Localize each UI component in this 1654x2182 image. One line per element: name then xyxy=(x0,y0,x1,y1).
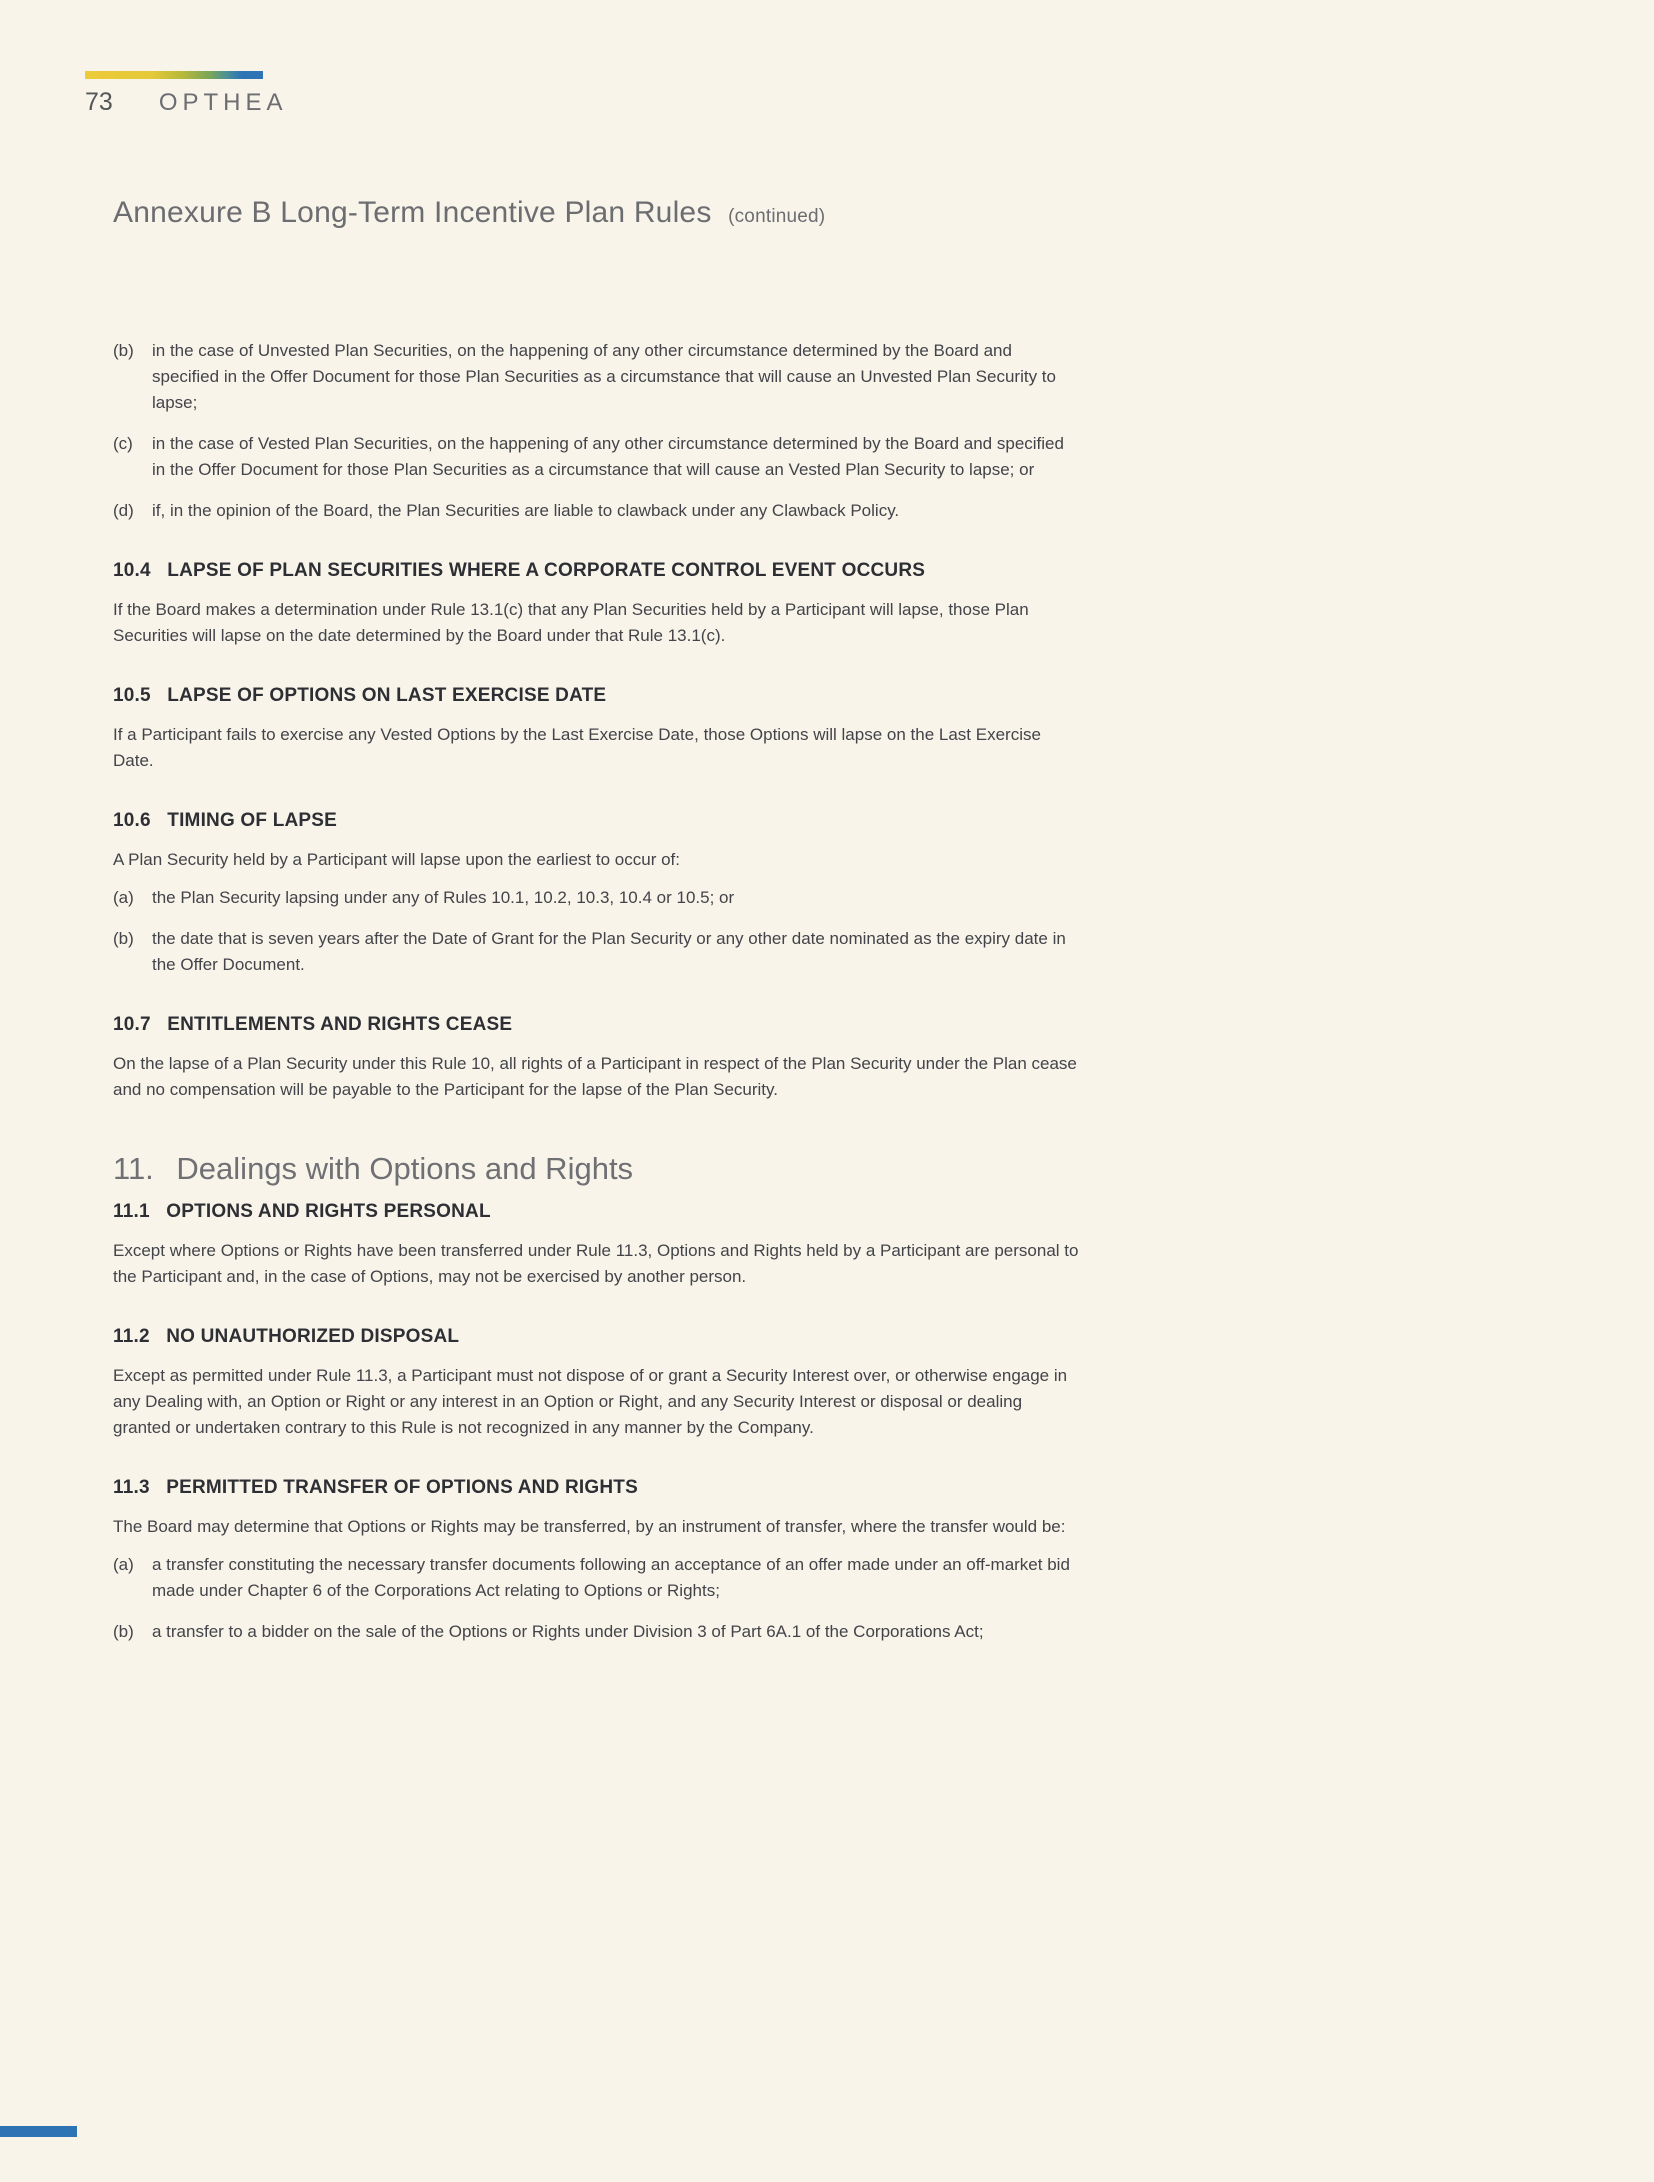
section-number: 11.1 xyxy=(113,1201,150,1222)
section-title: PERMITTED TRANSFER OF OPTIONS AND RIGHTS xyxy=(166,1477,638,1498)
section-heading-10-4 xyxy=(113,560,1081,582)
section-heading-11-1 xyxy=(113,1201,1081,1223)
list-item-marker: (c) xyxy=(113,434,133,453)
section-title: OPTIONS AND RIGHTS PERSONAL xyxy=(166,1201,491,1222)
section-heading-10-5 xyxy=(113,685,1081,707)
list-item-marker: (d) xyxy=(113,501,134,520)
section-title: Dealings with Options and Rights xyxy=(176,1151,634,1186)
footer-accent-bar xyxy=(0,2126,77,2137)
document-title xyxy=(113,196,1081,230)
list-item-10-6-b xyxy=(113,926,1081,978)
section-body-10-4: If the Board makes a determination under Rule 13.1(c) that any Plan Securities held by a Participant will lapse, those Plan Securities will lapse on the date determined by the Board under that Rule 13.1(c). xyxy=(113,600,1029,645)
list-item-marker: (b) xyxy=(113,929,134,948)
brand-gradient-bar xyxy=(85,71,263,79)
list-item-marker: (a) xyxy=(113,1555,134,1574)
section-body-11-1: Except where Options or Rights have been transferred under Rule 11.3, Options and Rights held by a Participant are personal to the Participant and, in the case of Options, may not be exercised by another person. xyxy=(113,1241,1079,1286)
section-heading-11-2 xyxy=(113,1326,1081,1348)
document-title-suffix: (continued) xyxy=(728,206,826,227)
section-title: TIMING OF LAPSE xyxy=(167,810,338,831)
list-item-d xyxy=(113,498,1081,524)
section-body-11-2: Except as permitted under Rule 11.3, a Participant must not dispose of or grant a Security Interest over, or otherwise engage in any Dealing with, an Option or Right or any interest in an Option or Right, and any Security Interest or disposal or dealing granted or undertaken contrary to this Rule is not recognized in any manner by the Company. xyxy=(113,1366,1068,1437)
list-item-text: the Plan Security lapsing under any of Rules 10.1, 10.2, 10.3, 10.4 or 10.5; or xyxy=(152,888,735,907)
document-content xyxy=(113,196,1081,1660)
section-title: LAPSE OF OPTIONS ON LAST EXERCISE DATE xyxy=(167,685,607,706)
list-item-b xyxy=(113,338,1081,416)
section-heading-11-3 xyxy=(113,1477,1081,1499)
section-title: LAPSE OF PLAN SECURITIES WHERE A CORPORATE CONTROL EVENT OCCURS xyxy=(167,560,926,581)
section-title: NO UNAUTHORIZED DISPOSAL xyxy=(166,1326,460,1347)
list-item-marker: (b) xyxy=(113,1622,134,1641)
section-number: 10.5 xyxy=(113,685,151,706)
list-item-11-3-a xyxy=(113,1552,1081,1604)
section-number: 10.4 xyxy=(113,560,151,581)
brand-logo: OPTHEA xyxy=(158,89,288,116)
section-body-10-6: A Plan Security held by a Participant will lapse upon the earliest to occur of: xyxy=(113,850,680,869)
section-body-10-5: If a Participant fails to exercise any Vested Options by the Last Exercise Date, those Options will lapse on the Last Exercise Date. xyxy=(113,725,1041,770)
section-number: 11. xyxy=(113,1151,154,1186)
list-item-text: if, in the opinion of the Board, the Plan Securities are liable to clawback under any Clawback Policy. xyxy=(152,501,900,520)
list-item-marker: (a) xyxy=(113,888,134,907)
section-number: 10.7 xyxy=(113,1014,151,1035)
section-heading-11 xyxy=(113,1151,1081,1187)
page-header xyxy=(85,88,288,117)
list-item-c xyxy=(113,431,1081,483)
list-item-text: in the case of Unvested Plan Securities, on the happening of any other circumstance determined by the Board and specified in the Offer Document for those Plan Securities as a circumstance that will cause an Unvested Plan Security to lapse; xyxy=(152,341,1056,412)
section-body-10-7: On the lapse of a Plan Security under this Rule 10, all rights of a Participant in respect of the Plan Security under the Plan cease and no compensation will be payable to the Participant for the lapse of the Plan Security. xyxy=(113,1054,1077,1099)
list-item-10-6-a xyxy=(113,885,1081,911)
page-number: 73 xyxy=(85,88,113,116)
list-item-11-3-b xyxy=(113,1619,1081,1645)
section-body-11-3: The Board may determine that Options or Rights may be transferred, by an instrument of transfer, where the transfer would be: xyxy=(113,1517,1066,1536)
section-heading-10-6 xyxy=(113,810,1081,832)
section-number: 10.6 xyxy=(113,810,151,831)
list-item-text: a transfer to a bidder on the sale of the Options or Rights under Division 3 of Part 6A.1 of the Corporations Act; xyxy=(152,1622,984,1641)
list-item-text: in the case of Vested Plan Securities, on the happening of any other circumstance determined by the Board and specified in the Offer Document for those Plan Securities as a circumstance that will cause an Vested Plan Security to lapse; or xyxy=(152,434,1064,479)
section-number: 11.2 xyxy=(113,1326,150,1347)
section-number: 11.3 xyxy=(113,1477,150,1498)
list-item-text: a transfer constituting the necessary transfer documents following an acceptance of an offer made under an off-market bid made under Chapter 6 of the Corporations Act relating to Options or Rights; xyxy=(152,1555,1070,1600)
list-item-text: the date that is seven years after the Date of Grant for the Plan Security or any other date nominated as the expiry date in the Offer Document. xyxy=(152,929,1066,974)
section-title: ENTITLEMENTS AND RIGHTS CEASE xyxy=(167,1014,513,1035)
section-heading-10-7 xyxy=(113,1014,1081,1036)
document-title-text: Annexure B Long-Term Incentive Plan Rules xyxy=(113,196,712,229)
list-item-marker: (b) xyxy=(113,341,134,360)
